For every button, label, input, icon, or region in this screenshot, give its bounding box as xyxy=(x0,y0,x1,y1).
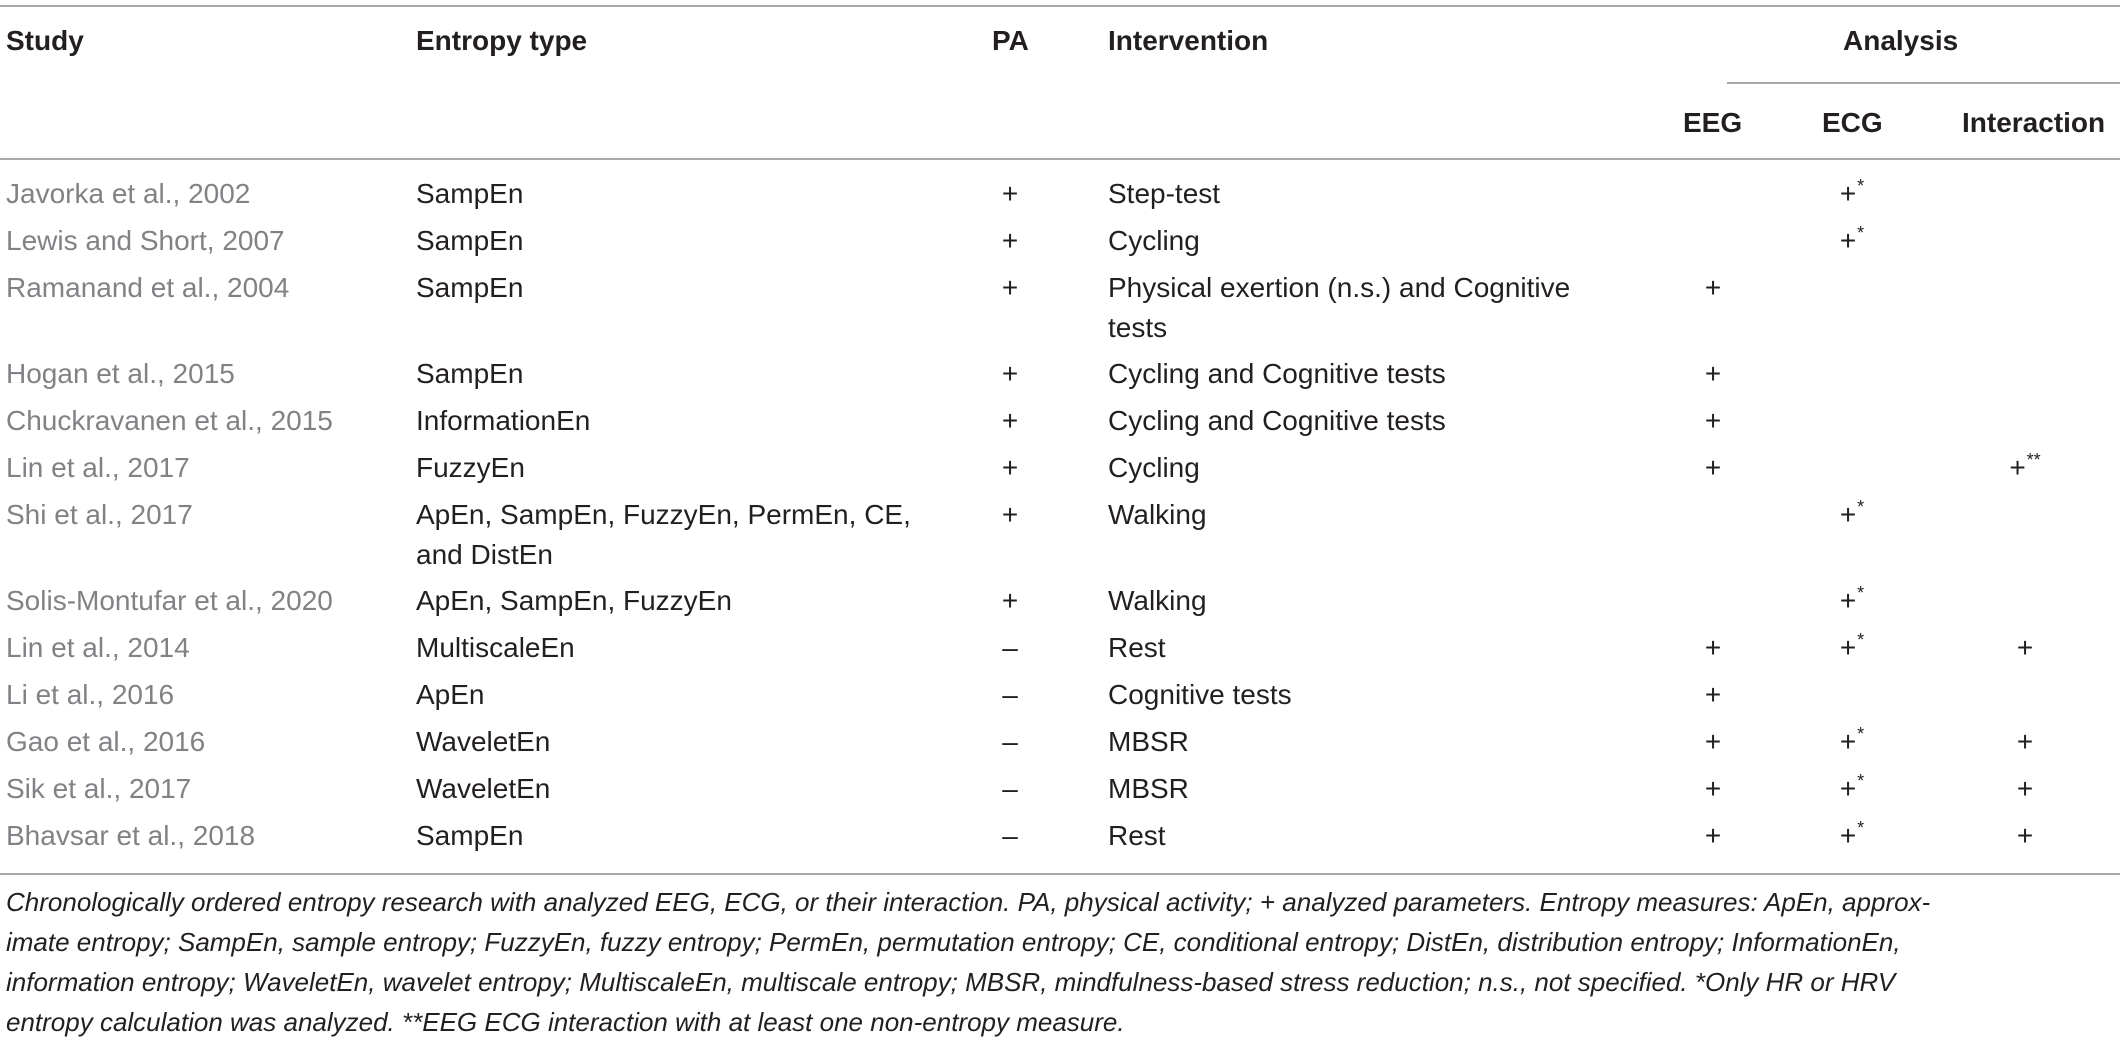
intervention-cell: Step-test xyxy=(1108,178,1221,209)
header-intervention: Intervention xyxy=(1108,25,1269,56)
entropy-type-cell: SampEn xyxy=(416,272,524,303)
intervention-cell: Rest xyxy=(1108,632,1166,663)
interaction-mark-symbol: + xyxy=(2016,773,2034,804)
ecg-mark xyxy=(1822,495,1882,538)
eeg-mark: + xyxy=(1704,452,1722,483)
intervention-cell: Cognitive tests xyxy=(1108,679,1292,710)
pa-cell: + xyxy=(1001,358,1019,389)
interaction-footnote-marker: ** xyxy=(2026,450,2041,470)
intervention-cell: Cycling and Cognitive tests xyxy=(1108,358,1446,389)
intervention-cell: Cycling and Cognitive tests xyxy=(1108,405,1446,436)
eeg-mark: + xyxy=(1704,632,1722,663)
intervention-cell: MBSR xyxy=(1108,773,1189,804)
study-cell: Lin et al., 2014 xyxy=(6,632,190,663)
table-footnote: Chronologically ordered entropy research with analyzed EEG, ECG, or their interaction. PA, physical activity; + analyzed parameters. Entropy measures: ApEn, approx- imate entropy; SampEn, sample entropy; FuzzyEn, fuzzy entropy; PermEn, permutation entropy; CE, conditional entropy; DistEn, distribution entropy; InformationEn, information entropy; WaveletEn, wavelet entropy; MultiscaleEn, multiscale entropy; MBSR, mindfulness-based stress reduction; n.s., not specified. *Only HR or HRV entropy calculation was analyzed. **EEG ECG interaction with at least one non-entropy measure. xyxy=(6,887,1931,1037)
study-cell: Javorka et al., 2002 xyxy=(6,178,251,209)
ecg-footnote-marker: * xyxy=(1857,724,1865,744)
header-bottom-rule xyxy=(0,158,2120,160)
pa-cell: + xyxy=(1001,405,1019,436)
pa-cell: + xyxy=(1001,225,1019,256)
ecg-footnote-marker: * xyxy=(1857,497,1865,517)
study-cell: Li et al., 2016 xyxy=(6,679,175,710)
pa-cell: + xyxy=(1001,585,1019,616)
pa-cell: + xyxy=(1001,178,1019,209)
eeg-mark: + xyxy=(1704,272,1722,303)
ecg-mark-symbol: + xyxy=(1839,178,1857,209)
study-cell: Solis-Montufar et al., 2020 xyxy=(6,585,333,616)
intervention-cell: Walking xyxy=(1108,585,1207,616)
interaction-mark xyxy=(1985,769,2065,809)
entropy-type-cell: InformationEn xyxy=(416,405,591,436)
entropy-type-cell: FuzzyEn xyxy=(416,452,525,483)
intervention-cell: Walking xyxy=(1108,499,1207,530)
interaction-mark xyxy=(1985,628,2065,668)
pa-cell: – xyxy=(1002,632,1018,663)
ecg-mark xyxy=(1822,722,1882,765)
entropy-type-cell: SampEn xyxy=(416,225,524,256)
study-cell: Bhavsar et al., 2018 xyxy=(6,820,256,851)
ecg-footnote-marker: * xyxy=(1857,583,1865,603)
ecg-mark-symbol: + xyxy=(1839,820,1857,851)
entropy-type-cell: and DistEn xyxy=(416,539,553,570)
entropy-type-cell: SampEn xyxy=(416,358,524,389)
eeg-mark: + xyxy=(1704,820,1722,851)
top-rule xyxy=(0,5,2120,7)
intervention-cell: Cycling xyxy=(1108,452,1200,483)
ecg-mark-symbol: + xyxy=(1839,773,1857,804)
pa-cell: – xyxy=(1002,820,1018,851)
header-pa: PA xyxy=(992,25,1029,56)
intervention-cell: Cycling xyxy=(1108,225,1200,256)
ecg-mark xyxy=(1822,816,1882,859)
pa-cell: – xyxy=(1002,773,1018,804)
eeg-mark: + xyxy=(1704,726,1722,757)
interaction-mark-symbol: + xyxy=(2016,726,2034,757)
study-cell: Lin et al., 2017 xyxy=(6,452,190,483)
eeg-mark: + xyxy=(1704,405,1722,436)
analysis-subheader-rule xyxy=(1727,82,2120,84)
study-cell: Ramanand et al., 2004 xyxy=(6,272,290,303)
eeg-mark: + xyxy=(1704,679,1722,710)
study-cell: Sik et al., 2017 xyxy=(6,773,192,804)
ecg-mark xyxy=(1822,221,1882,264)
intervention-cell: Rest xyxy=(1108,820,1166,851)
intervention-cell: tests xyxy=(1108,312,1168,343)
interaction-mark xyxy=(1985,816,2065,856)
eeg-mark: + xyxy=(1704,358,1722,389)
header-eeg: EEG xyxy=(1683,107,1743,138)
header-interaction: Interaction xyxy=(1962,107,2106,138)
ecg-mark xyxy=(1822,769,1882,812)
pa-cell: – xyxy=(1002,726,1018,757)
ecg-mark-symbol: + xyxy=(1839,585,1857,616)
interaction-mark-symbol: + xyxy=(2009,452,2026,483)
entropy-type-cell: SampEn xyxy=(416,178,524,209)
ecg-mark-symbol: + xyxy=(1839,225,1857,256)
entropy-type-cell: MultiscaleEn xyxy=(416,632,575,663)
ecg-mark-symbol: + xyxy=(1839,726,1857,757)
ecg-footnote-marker: * xyxy=(1857,818,1865,838)
interaction-mark xyxy=(1985,722,2065,762)
ecg-footnote-marker: * xyxy=(1857,176,1865,196)
interaction-mark-symbol: + xyxy=(2016,820,2034,851)
ecg-mark xyxy=(1822,174,1882,217)
ecg-mark xyxy=(1822,628,1882,671)
pa-cell: + xyxy=(1001,452,1019,483)
entropy-type-cell: ApEn, SampEn, FuzzyEn, PermEn, CE, xyxy=(416,499,911,530)
entropy-type-cell: WaveletEn xyxy=(416,773,551,804)
eeg-mark: + xyxy=(1704,773,1722,804)
ecg-footnote-marker: * xyxy=(1857,771,1865,791)
intervention-cell: MBSR xyxy=(1108,726,1189,757)
entropy-type-cell: WaveletEn xyxy=(416,726,551,757)
table-bottom-rule xyxy=(0,873,2120,875)
pa-cell: + xyxy=(1001,499,1019,530)
header-study: Study xyxy=(6,25,84,56)
study-cell: Hogan et al., 2015 xyxy=(6,358,235,389)
entropy-type-cell: ApEn xyxy=(416,679,485,710)
intervention-cell: Physical exertion (n.s.) and Cognitive xyxy=(1108,272,1571,303)
interaction-mark-symbol: + xyxy=(2016,632,2034,663)
interaction-mark xyxy=(1985,448,2065,491)
pa-cell: + xyxy=(1001,272,1019,303)
pa-cell: – xyxy=(1002,679,1018,710)
entropy-type-cell: ApEn, SampEn, FuzzyEn xyxy=(416,585,732,616)
ecg-mark-symbol: + xyxy=(1839,632,1857,663)
ecg-footnote-marker: * xyxy=(1857,223,1865,243)
ecg-mark xyxy=(1822,581,1882,624)
ecg-mark-symbol: + xyxy=(1839,499,1857,530)
study-cell: Chuckravanen et al., 2015 xyxy=(6,405,333,436)
ecg-footnote-marker: * xyxy=(1857,630,1865,650)
header-analysis: Analysis xyxy=(1843,25,1959,56)
study-cell: Lewis and Short, 2007 xyxy=(6,225,285,256)
entropy-type-cell: SampEn xyxy=(416,820,524,851)
header-entropy-type: Entropy type xyxy=(416,25,588,56)
study-cell: Shi et al., 2017 xyxy=(6,499,193,530)
study-cell: Gao et al., 2016 xyxy=(6,726,206,757)
header-ecg: ECG xyxy=(1822,107,1883,138)
